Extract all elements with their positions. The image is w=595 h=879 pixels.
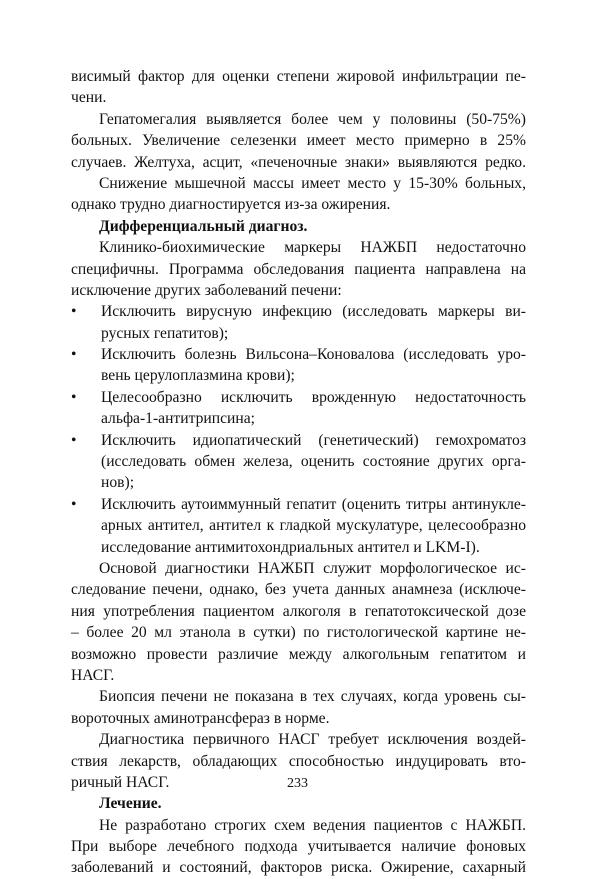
line-text: Основой диагностики НАЖБП служит морфологическое ис- bbox=[99, 559, 526, 577]
text-line bbox=[71, 451, 526, 472]
line-text: висимый фактор для оценки степени жировой инфильтрации пе- bbox=[71, 68, 526, 85]
text-line bbox=[71, 152, 526, 173]
text-line bbox=[71, 515, 526, 536]
line-text: Исключить болезнь Вильсона–Коновалова (исследовать уро- bbox=[101, 346, 526, 364]
line-text: Исключить вирусную инфекцию (исследовать маркеры ви- bbox=[101, 303, 526, 321]
bullet-item bbox=[71, 494, 526, 515]
text-line bbox=[71, 537, 526, 558]
text-line bbox=[71, 751, 526, 772]
bullet-icon: • bbox=[71, 388, 77, 406]
text-line bbox=[71, 644, 526, 665]
text-line bbox=[71, 365, 526, 386]
text-line bbox=[71, 109, 526, 130]
section-heading bbox=[71, 793, 526, 814]
text-line bbox=[71, 194, 526, 215]
line-text: однако трудно диагностируется из-за ожирения. bbox=[71, 196, 391, 214]
bullet-item bbox=[71, 344, 526, 365]
line-text: Клинико-биохимические маркеры НАЖБП недостаточно bbox=[99, 239, 526, 257]
bullet-item bbox=[71, 301, 526, 322]
line-text: При выборе лечебного подхода учитывается наличие фоновых bbox=[71, 838, 526, 856]
line-text: Исключить аутоиммунный гепатит (оценить титры антинукле- bbox=[101, 495, 526, 513]
text-line bbox=[71, 323, 526, 344]
line-text: НАСГ. bbox=[71, 666, 115, 684]
text-line bbox=[71, 472, 526, 493]
line-text: Не разработано строгих схем ведения пациентов с НАЖБП. bbox=[99, 816, 526, 834]
text-line bbox=[71, 237, 526, 258]
text-line bbox=[71, 66, 526, 87]
text-line bbox=[71, 836, 526, 857]
line-text: русных гепатитов); bbox=[101, 324, 229, 342]
text-line bbox=[71, 280, 526, 301]
line-text: Диагностика первичного НАСГ требует исключения воздей- bbox=[99, 731, 526, 749]
bullet-icon: • bbox=[71, 303, 77, 321]
line-text: – более 20 мл этанола в сутки) по гистологической картине не- bbox=[71, 624, 526, 642]
line-text: арных антител, антител к гладкой мускулатуре, целесообразно bbox=[101, 517, 526, 535]
line-text: вень церулоплазмина крови); bbox=[101, 367, 295, 385]
line-text: возможно провести различие между алкогольным гепатитом и bbox=[71, 645, 526, 663]
line-text: Исключить идиопатический (генетический) гемохроматоз bbox=[101, 431, 526, 449]
line-text: Целесообразно исключить врожденную недостаточность bbox=[101, 388, 526, 406]
bullet-item bbox=[71, 387, 526, 408]
bullet-icon: • bbox=[71, 431, 77, 449]
line-text: Биопсия печени не показана в тех случаях, когда уровень сы- bbox=[99, 688, 526, 706]
line-text: случаев. Желтуха, асцит, «печеночные знаки» выявляются редко. bbox=[71, 153, 526, 171]
text-line bbox=[71, 601, 526, 622]
line-text: (исследовать обмен железа, оценить состояние других орга- bbox=[101, 453, 526, 471]
line-text: вороточных аминотрансфераз в норме. bbox=[71, 709, 330, 727]
text-line bbox=[71, 259, 526, 280]
line-text: ричный НАСГ. bbox=[71, 773, 170, 791]
text-line bbox=[71, 558, 526, 579]
text-line bbox=[71, 130, 526, 151]
text-line bbox=[71, 173, 526, 194]
line-text: Дифференциальный диагноз. bbox=[99, 217, 308, 235]
line-text: Лечение. bbox=[99, 795, 162, 813]
line-text: Гепатомегалия выявляется более чем у половины (50-75%) bbox=[99, 110, 526, 128]
text-line bbox=[71, 708, 526, 729]
line-text: исключение других заболеваний печени: bbox=[71, 281, 342, 299]
section-heading bbox=[71, 216, 526, 237]
line-text: чени. bbox=[71, 89, 107, 107]
text-line bbox=[71, 579, 526, 600]
line-text: альфа-1-антитрипсина; bbox=[101, 410, 255, 428]
text-line bbox=[71, 87, 526, 108]
bullet-icon: • bbox=[71, 346, 77, 364]
text-line bbox=[71, 857, 526, 878]
text-line bbox=[71, 408, 526, 429]
bullet-item bbox=[71, 430, 526, 451]
line-text: Снижение мышечной массы имеет место у 15-30% больных, bbox=[99, 174, 526, 192]
line-text: нов); bbox=[101, 474, 135, 492]
line-text: больных. Увеличение селезенки имеет место примерно в 25% bbox=[71, 132, 526, 150]
text-line bbox=[71, 729, 526, 750]
text-line bbox=[71, 622, 526, 643]
bullet-icon: • bbox=[71, 495, 77, 513]
line-text: исследование антимитохондриальных антител и LKM-I). bbox=[101, 538, 480, 556]
line-text: специфичны. Программа обследования пациента направлена на bbox=[71, 260, 526, 278]
text-line bbox=[71, 665, 526, 686]
text-line bbox=[71, 815, 526, 836]
line-text: ствия лекарств, обладающих способностью индуцировать вто- bbox=[71, 752, 526, 770]
line-text: ния употребления пациентом алкоголя в гепатотоксической дозе bbox=[71, 602, 526, 620]
document-page bbox=[71, 66, 526, 879]
line-text: заболеваний и состояний, факторов риска. Ожирение, сахарный bbox=[71, 859, 526, 877]
line-text: следование печени, однако, без учета данных анамнеза (исключе- bbox=[71, 581, 526, 599]
page-number: 233 bbox=[287, 776, 308, 791]
text-line bbox=[71, 686, 526, 707]
